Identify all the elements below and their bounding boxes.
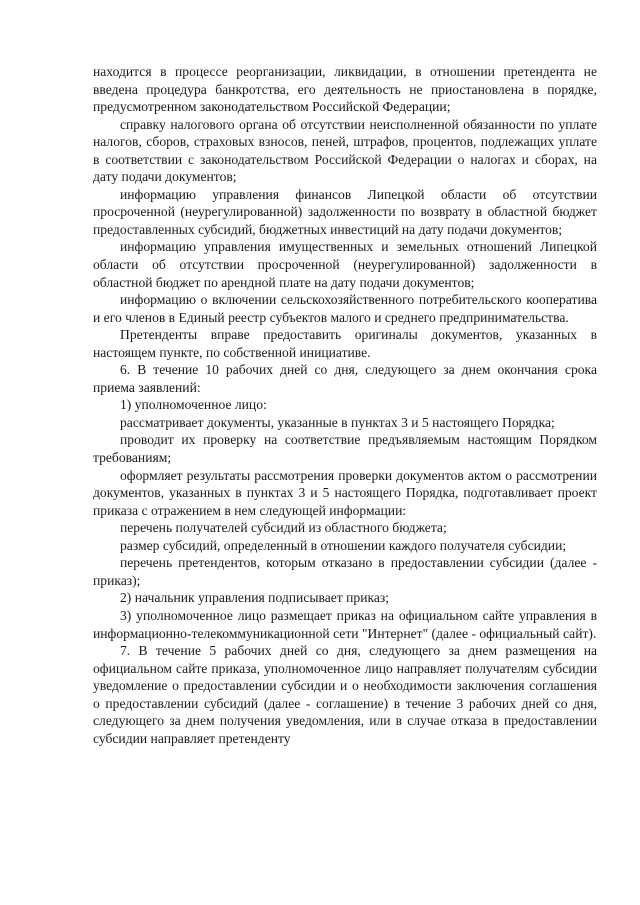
paragraph-13: размер субсидий, определенный в отношении каждого получателя субсидии; <box>120 537 567 553</box>
paragraph-3: информацию управления финансов Липецкой области об отсутствии просроченной (неурегулированной) задолженности по возврату в областной бюджет предоставленных субсидий, бюджетных инвестиций на дату подачи документов; <box>93 186 597 237</box>
paragraph-2: справку налогового органа об отсутствии неисполненной обязанности по уплате налогов, сборов, страховых взносов, пеней, штрафов, процентов, подлежащих уплате в соответствии с законодательством Российской Федерации о налогах и сборах, на дату подачи документов; <box>93 116 597 185</box>
paragraph-4: информацию управления имущественных и земельных отношений Липецкой области об отсутствии просроченной (неурегулированной) задолженности в областной бюджет по арендной плате на дату подачи документов; <box>93 239 597 290</box>
document-body <box>93 63 597 747</box>
paragraph-14: перечень претендентов, которым отказано в предоставлении субсидии (далее - приказ); <box>93 555 597 588</box>
paragraph-10: проводит их проверку на соответствие предъявляемым настоящим Порядком требованиям; <box>93 432 597 466</box>
paragraph-17: 7. В течение 5 рабочих дней со дня, следующего за днем размещения на официальном сайте приказа, уполномоченное лицо направляет получателям субсидии уведомление о предоставлении субсидии и о необходимости заключения соглашения о предоставлении субсидий (далее - соглашение) в течение 3 рабочих дней со дня, следующего за днем получения уведомления, или в случае отказа в предоставлении субсидии направляет претенденту <box>93 643 597 746</box>
paragraph-12: перечень получателей субсидий из областного бюджета; <box>120 520 447 536</box>
paragraph-16: 3) уполномоченное лицо размещает приказ на официальном сайте управления в информационно-телекоммуникационной сети "Интернет" (далее - официальный сайт). <box>93 607 597 641</box>
paragraph-6: Претенденты вправе предоставить оригиналы документов, указанных в настоящем пункте, по собственной инициативе. <box>93 327 597 360</box>
paragraph-1: находится в процессе реорганизации, ликвидации, в отношении претендента не введена процедура банкротства, его деятельность не приостановлена в порядке, предусмотренном законодательством Российской Федерации; <box>93 64 597 115</box>
paragraph-11: оформляет результаты рассмотрения проверки документов актом о рассмотрении документов, указанных в пунктах 3 и 5 настоящего Порядка, подготавливает проект приказа с отражением в нем следующей информации: <box>93 467 597 518</box>
paragraph-8: 1) уполномоченное лицо: <box>120 397 267 413</box>
paragraph-7: 6. В течение 10 рабочих дней со дня, следующего за днем окончания срока приема заявлений: <box>93 362 597 395</box>
paragraph-9: рассматривает документы, указанные в пунктах 3 и 5 настоящего Порядка; <box>120 414 555 430</box>
paragraph-5: информацию о включении сельскохозяйственного потребительского кооператива и его членов в Единый реестр субъектов малого и среднего предпринимательства. <box>93 292 597 325</box>
paragraph-15: 2) начальник управления подписывает приказ; <box>120 590 390 606</box>
